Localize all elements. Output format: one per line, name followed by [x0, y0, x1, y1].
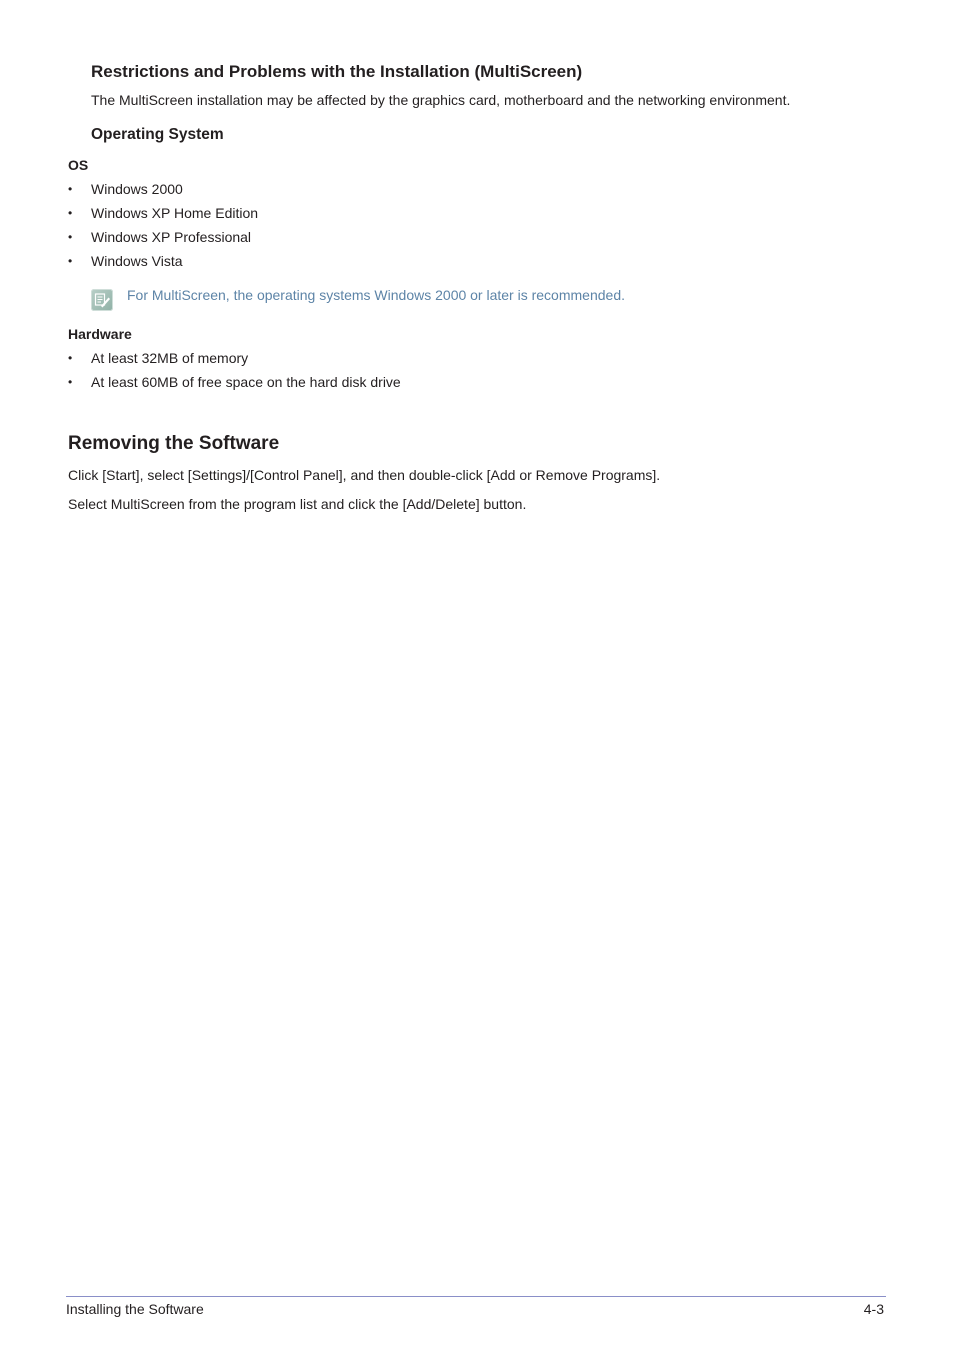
- list-item: [68, 228, 258, 252]
- list-item-text: At least 60MB of free space on the hard disk drive: [91, 374, 401, 390]
- list-item: [68, 373, 401, 397]
- list-item-text: Windows XP Home Edition: [91, 205, 259, 221]
- footer-divider: [66, 1296, 886, 1297]
- note-pencil-icon: [91, 289, 113, 311]
- list-item-text: At least 32MB of memory: [91, 350, 249, 366]
- list-item-text: Windows 2000: [91, 181, 183, 197]
- bullet-icon: •: [68, 375, 73, 389]
- operating-system-heading: Operating System: [91, 126, 224, 143]
- list-item: [68, 349, 401, 373]
- os-label: OS: [68, 157, 89, 173]
- hardware-list: [68, 349, 401, 397]
- list-item: [68, 204, 258, 228]
- hardware-label: Hardware: [68, 326, 132, 342]
- note-text: For MultiScreen, the operating systems Windows 2000 or later is recommended.: [127, 287, 625, 303]
- bullet-icon: •: [68, 254, 73, 268]
- bullet-icon: •: [68, 230, 73, 244]
- os-list: [68, 180, 258, 276]
- removing-paragraph: Click [Start], select [Settings]/[Control Panel], and then double-click [Add or Remove Programs].: [68, 467, 661, 483]
- bullet-icon: •: [68, 182, 73, 196]
- footer-chapter-title: Installing the Software: [66, 1301, 204, 1317]
- bullet-icon: •: [68, 351, 73, 365]
- list-item: [68, 180, 258, 204]
- footer-page-number: 4-3: [863, 1301, 884, 1317]
- bullet-icon: •: [68, 206, 73, 220]
- list-item: [68, 252, 258, 276]
- section-intro: The MultiScreen installation may be affected by the graphics card, motherboard and the networking environment.: [91, 92, 791, 108]
- section-title: Restrictions and Problems with the Installation (MultiScreen): [91, 62, 583, 81]
- removing-heading: Removing the Software: [68, 433, 280, 454]
- list-item-text: Windows Vista: [91, 253, 183, 269]
- list-item-text: Windows XP Professional: [91, 229, 252, 245]
- removing-paragraph: Select MultiScreen from the program list and click the [Add/Delete] button.: [68, 496, 527, 512]
